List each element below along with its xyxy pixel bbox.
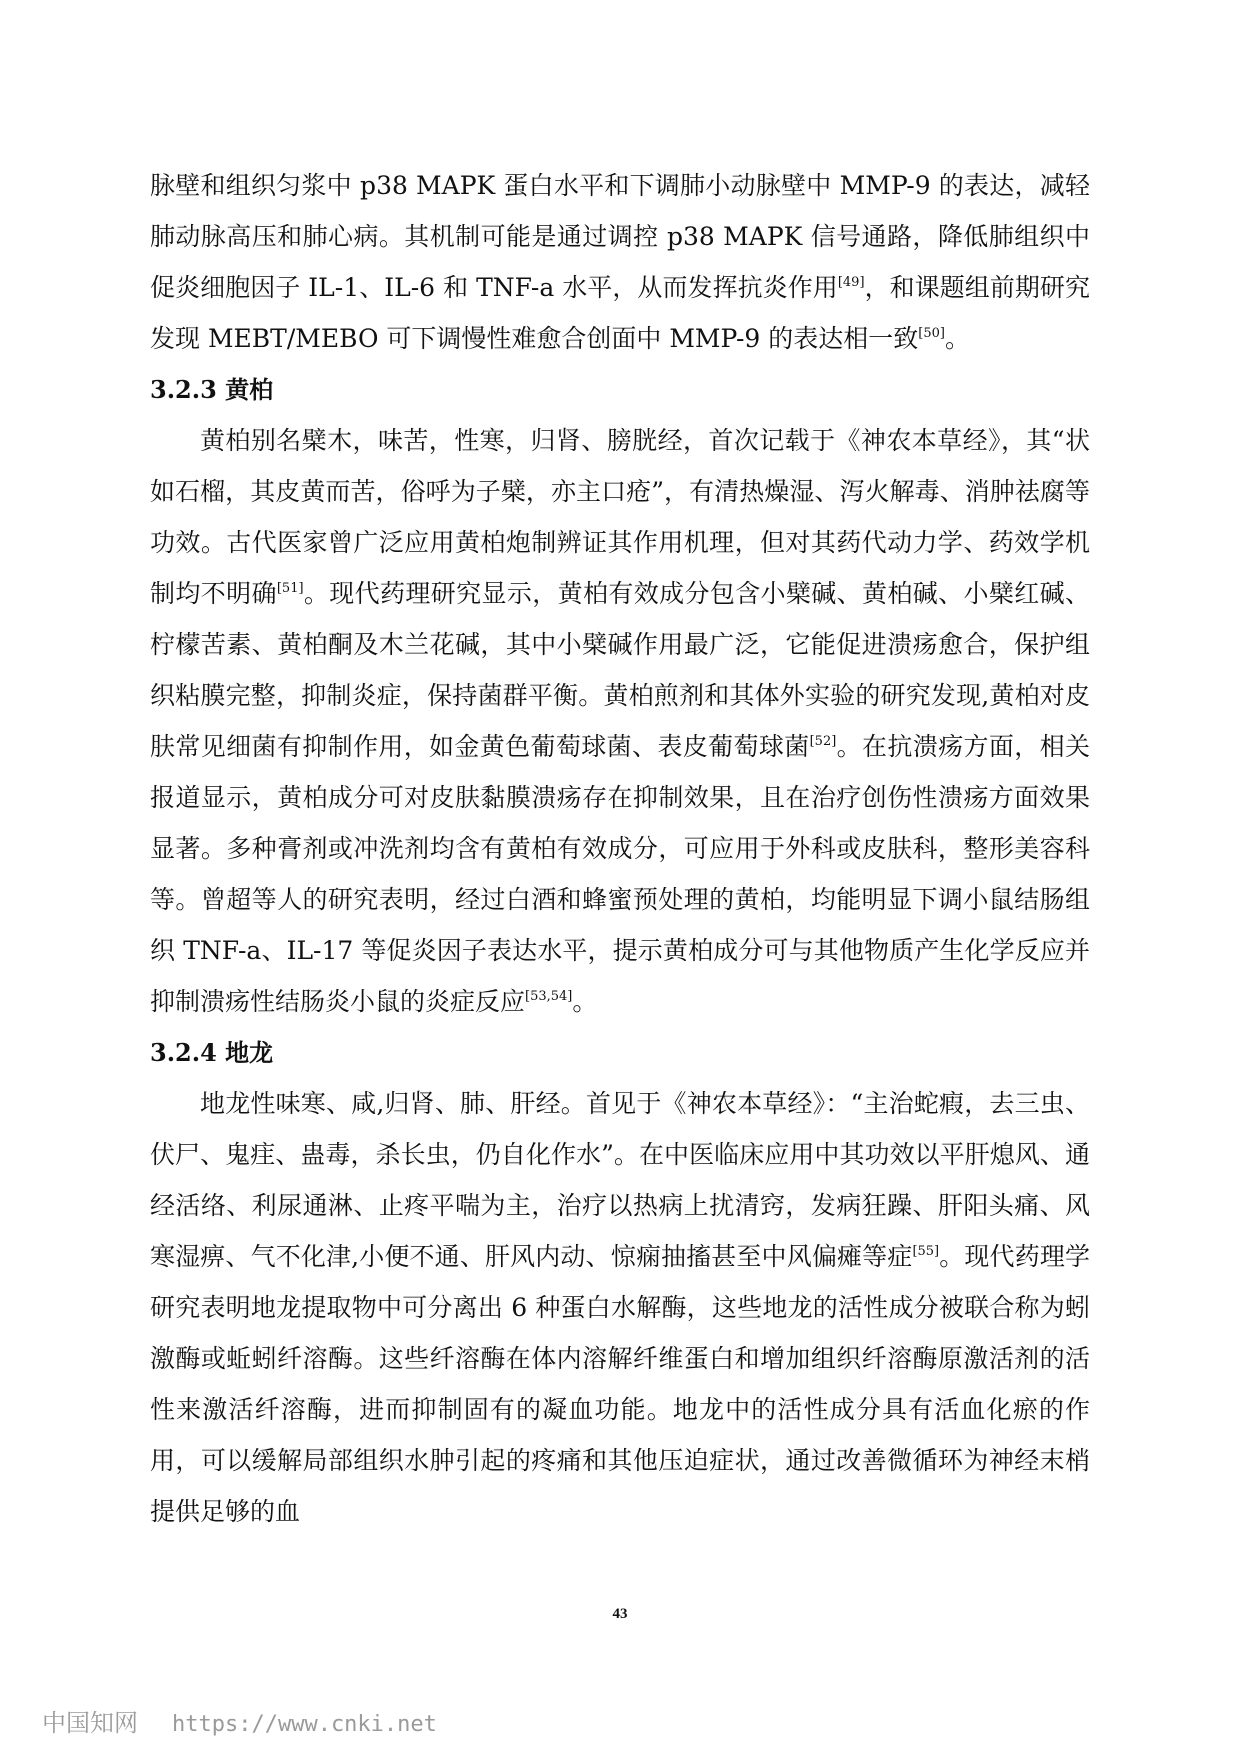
text-run: 。现代药理研究显示，黄柏有效成分包含小檗碱、黄柏碱、小檗红碱、柠檬苦素、黄柏酮及木兰花碱，其中小檗碱作用最广泛，它能促进溃疡愈合，保护组织粘膜完整，抑制炎症，保持菌群平衡。黄柏煎剂和其体外实验的研究发现,黄柏对皮肤常见细菌有抑制作用，如金黄色葡萄球菌、表皮葡萄球菌 <box>150 579 1090 761</box>
text-run: 。 <box>944 324 970 353</box>
section-heading: 3.2.4 地龙 <box>150 1038 274 1067</box>
section-heading: 3.2.3 黄柏 <box>150 375 274 404</box>
citation-ref: [50] <box>918 326 945 341</box>
citation-ref: [55] <box>912 1244 940 1259</box>
citation-ref: [52] <box>809 734 837 749</box>
citation-ref: [51] <box>276 581 304 596</box>
text-run: 。现代药理学研究表明地龙提取物中可分离出 6 种蛋白水解酶，这些地龙的活性成分被联合称为蚓激酶或蚯蚓纤溶酶。这些纤溶酶在体内溶解纤维蛋白和增加组织纤溶酶原激活剂的活性来激活纤溶酶，进而抑制固有的凝血功能。地龙中的活性成分具有活血化瘀的作用，可以缓解局部组织水肿引起的疼痛和其他压迫症状，通过改善微循环为神经末梢提供足够的血 <box>150 1242 1090 1526</box>
cnki-watermark <box>42 1703 437 1738</box>
body-text <box>150 160 1090 1537</box>
text-run: ，和课题组前期研究发现 MEBT/MEBO 可下调慢性难愈合创面中 MMP-9 的表达相一致 <box>150 273 1090 353</box>
paragraph <box>150 160 1090 364</box>
text-run: 。 <box>572 987 598 1016</box>
citation-ref: [49] <box>837 275 865 290</box>
text-run: 地龙性味寒、咸,归肾、肺、肝经。首见于《神农本草经》：“主治蛇瘕，去三虫、伏尸、鬼疰、蛊毒，杀长虫，仍自化作水”。在中医临床应用中其功效以平肝熄风、通经活络、利尿通淋、止疼平喘为主，治疗以热病上扰清窍，发病狂躁、肝阳头痛、风寒湿痹、气不化津,小便不通、肝风内动、惊痫抽搐甚至中风偏瘫等症 <box>150 1089 1090 1271</box>
watermark-url: https://www.cnki.net <box>172 1712 437 1737</box>
citation-ref: [53,54] <box>525 989 573 1004</box>
watermark-site-name: 中国知网 <box>42 1709 138 1737</box>
text-run: 脉壁和组织匀浆中 p38 MAPK 蛋白水平和下调肺小动脉壁中 MMP-9 的表达，减轻肺动脉高压和肺心病。其机制可能是通过调控 p38 MAPK 信号通路，降低肺组织中促炎细胞因子 IL-1、IL-6 和 TNF-a 水平，从而发挥抗炎作用 <box>150 171 1090 302</box>
text-run: 。在抗溃疡方面，相关报道显示，黄柏成分可对皮肤黏膜溃疡存在抑制效果，且在治疗创伤性溃疡方面效果显著。多种膏剂或冲洗剂均含有黄柏有效成分，可应用于外科或皮肤科，整形美容科等。曾超等人的研究表明，经过白酒和蜂蜜预处理的黄柏，均能明显下调小鼠结肠组织 TNF-a、IL-17 等促炎因子表达水平，提示黄柏成分可与其他物质产生化学反应并抑制溃疡性结肠炎小鼠的炎症反应 <box>150 732 1090 1016</box>
paragraph <box>150 415 1090 1027</box>
paragraph <box>150 1078 1090 1537</box>
page-number: 43 <box>612 1606 628 1622</box>
text-run: 黄柏别名檗木，味苦，性寒，归肾、膀胱经，首次记载于《神农本草经》，其“状如石榴，其皮黄而苦，俗呼为子檗，亦主口疮”，有清热燥湿、泻火解毒、消肿祛腐等功效。古代医家曾广泛应用黄柏炮制辨证其作用机理，但对其药代动力学、药效学机制均不明确 <box>150 426 1090 608</box>
